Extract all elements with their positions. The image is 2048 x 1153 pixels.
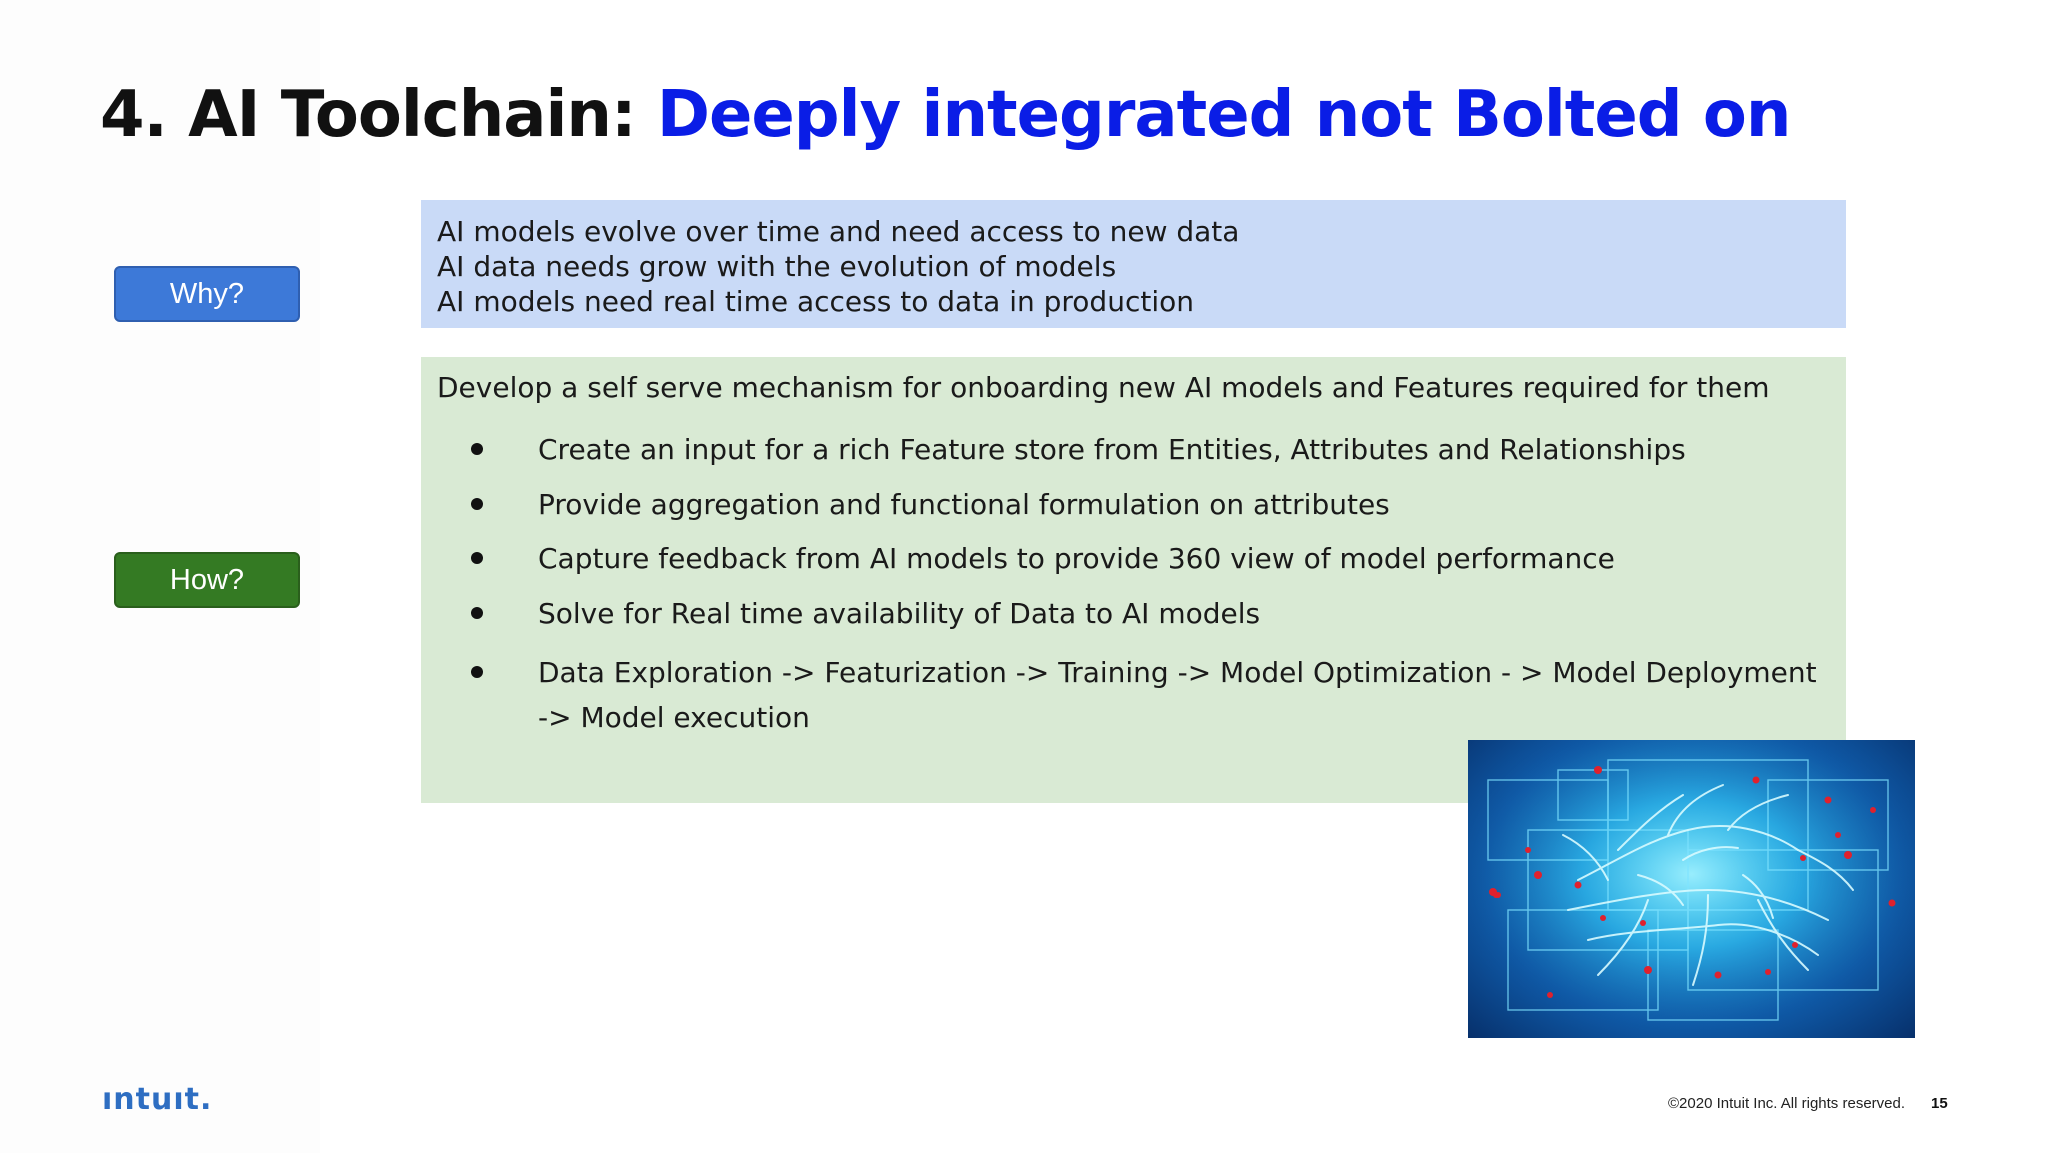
copyright-text: ©2020 Intuit Inc. All rights reserved. — [1668, 1095, 1906, 1112]
bullet-dot-icon — [471, 443, 483, 455]
title-highlight: Deeply integrated not Bolted on — [656, 78, 1791, 152]
why-label: Why? — [169, 277, 245, 310]
bullet-dot-icon — [471, 552, 483, 564]
how-label: How? — [169, 563, 245, 596]
bullet-dot-icon — [471, 666, 483, 678]
how-bullet-text: Capture feedback from AI models to provide 360 view of model performance — [538, 542, 1615, 575]
why-box — [421, 200, 1846, 328]
how-bullet-text: Data Exploration -> Featurization -> Training -> Model Optimization - > Model Deployment -> Model execution — [538, 656, 1817, 734]
why-line: AI models evolve over time and need access to new data — [437, 215, 1240, 248]
bullet-dot-icon — [471, 498, 483, 510]
how-box — [421, 357, 1846, 803]
why-label-pill — [114, 266, 300, 322]
slide-title — [100, 78, 1790, 152]
neural-brain-circuit-image — [1468, 740, 1915, 1038]
how-label-pill — [114, 552, 300, 608]
how-intro-text: Develop a self serve mechanism for onboarding new AI models and Features required for them — [437, 371, 1770, 404]
how-bullet-text: Create an input for a rich Feature store from Entities, Attributes and Relationships — [538, 433, 1686, 466]
bullet-dot-icon — [471, 607, 483, 619]
page-number: 15 — [1931, 1095, 1948, 1112]
why-line: AI models need real time access to data in production — [437, 285, 1194, 318]
how-bullet-text: Provide aggregation and functional formulation on attributes — [538, 488, 1390, 521]
how-bullet-text: Solve for Real time availability of Data to AI models — [538, 597, 1261, 630]
title-prefix: 4. AI Toolchain: — [100, 78, 657, 152]
intuit-logo: ıntuıt. — [102, 1082, 213, 1117]
why-line: AI data needs grow with the evolution of models — [437, 250, 1117, 283]
